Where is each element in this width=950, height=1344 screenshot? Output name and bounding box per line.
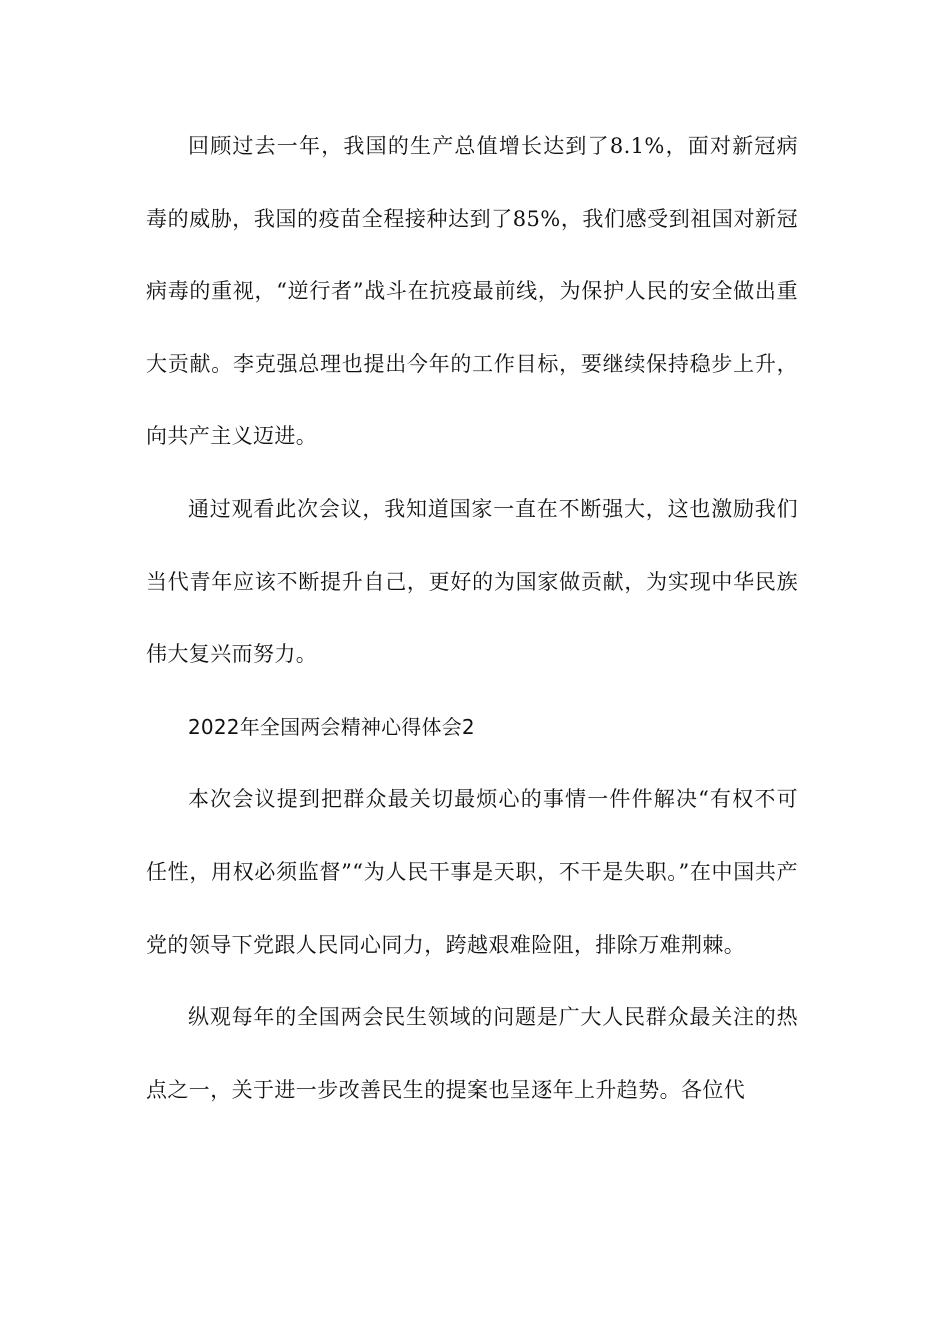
paragraph-livelihood: 纵观每年的全国两会民生领域的问题是广大人民群众最关注的热点之一，关于进一步改善民生的提案也呈逐年上升趋势。各位代 — [146, 1005, 798, 1102]
section-heading: 2022年全国两会精神心得体会2 — [188, 714, 475, 739]
paragraph-national-strength: 通过观看此次会议，我知道国家一直在不断强大，这也激励我们当代青年应该不断提升自己，更好的为国家做贡献，为实现中华民族伟大复兴而努力。 — [146, 496, 798, 667]
paragraph-review-past-year: 回顾过去一年，我国的生产总值增长达到了8.1%，面对新冠病毒的威胁，我国的疫苗全程接种达到了85%，我们感受到祖国对新冠病毒的重视，“逆行者”战斗在抗疫最前线，为保护人民的安全做出重大贡献。李克强总理也提出今年的工作目标，要继续保持稳步上升，向共产主义迈进。 — [146, 134, 798, 449]
document-page — [146, 110, 798, 1126]
paragraph-meeting-issues: 本次会议提到把群众最关切最烦心的事情一件件解决“有权不可任性，用权必须监督”“为人民干事是天职，不干是失职。”在中国共产党的领导下党跟人民同心同力，跨越艰难险阻，排除万难荆棘。 — [146, 787, 798, 957]
